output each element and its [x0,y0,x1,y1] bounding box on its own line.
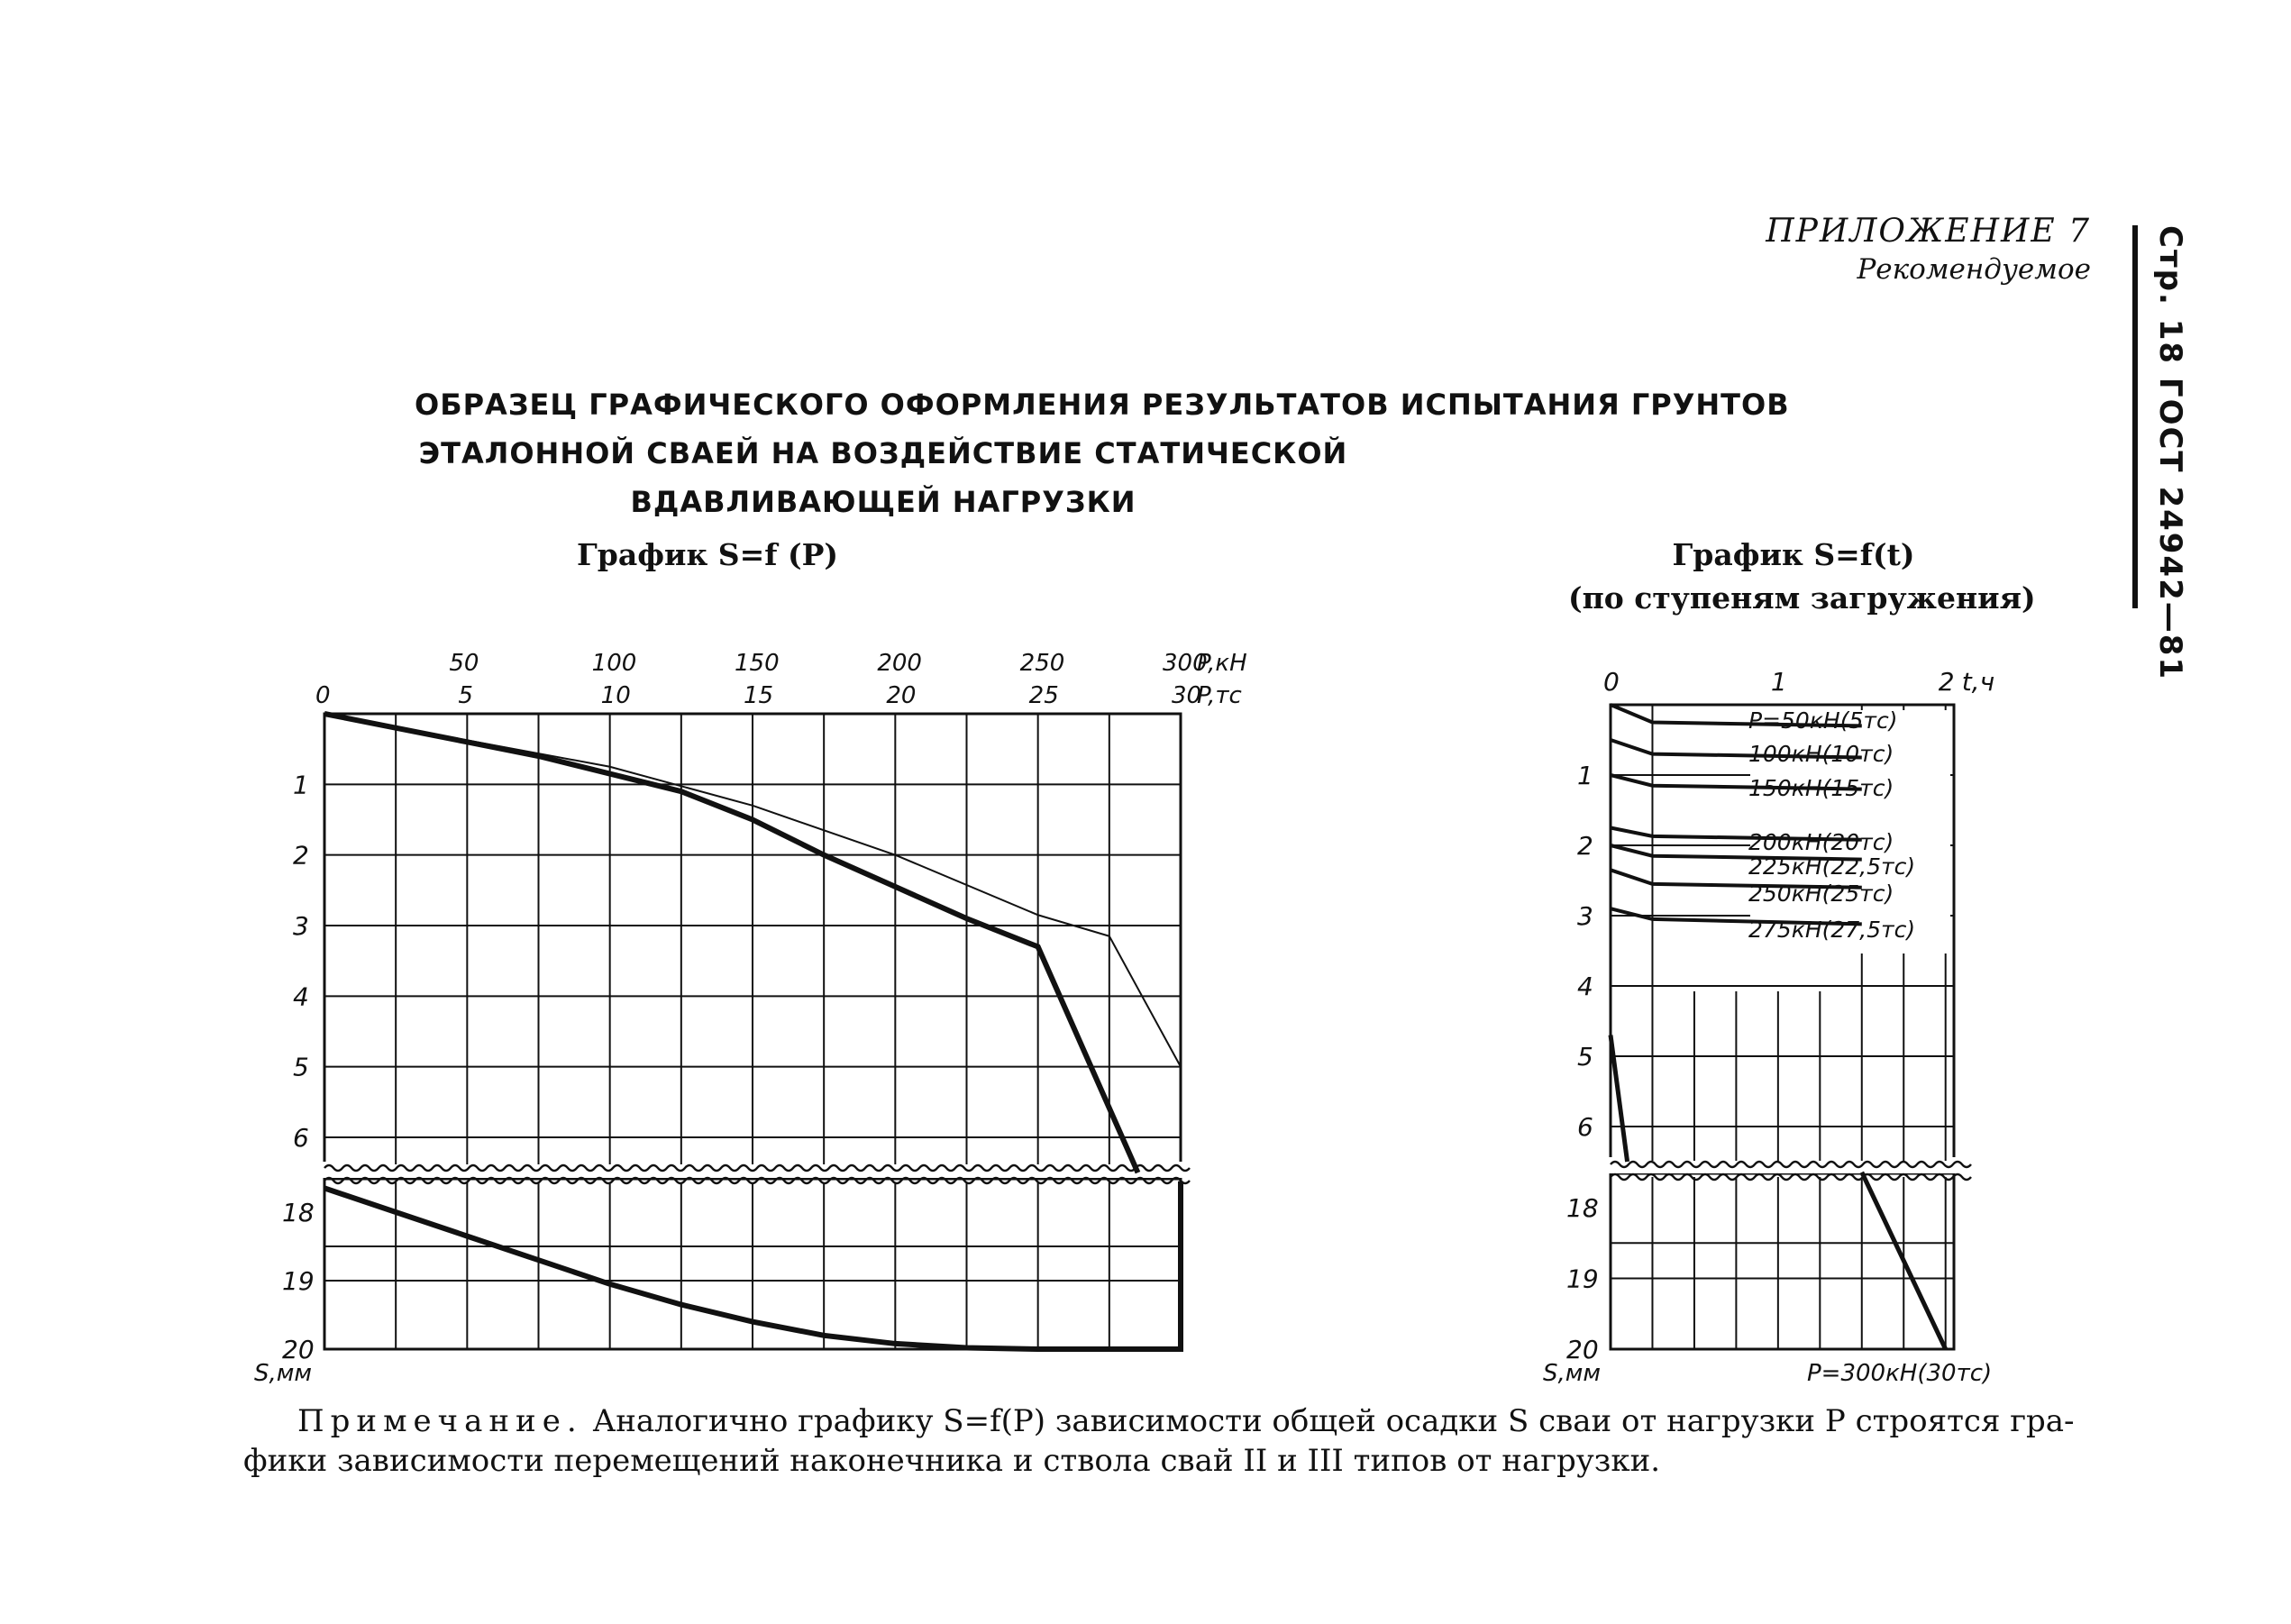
chart2-stage-label: 200кН(20тс) [1748,829,1894,855]
chart1-tick-s: 2 [293,840,309,871]
chart2-stage-label: 225кН(22,5тс) [1748,853,1916,880]
chart1-tick-tc: 25 [1028,682,1059,709]
chart2-tick-t: 0 [1603,667,1620,697]
chart1-tick-tc: 10 [600,682,631,709]
note-text-2: фики зависимости перемещений наконечника и ствола свай II и III типов от нагрузки. [243,1443,1661,1479]
chart2-stage-label: 150кН(15тс) [1748,775,1894,801]
chart1-measured-line [324,714,1138,1172]
chart1-tick-s: 3 [293,911,309,941]
chart1-tick-kN: 250 [1019,650,1065,677]
chart1-x-label-tc: P,тс [1197,682,1242,709]
chart2-tick-s: 18 [1566,1193,1599,1223]
chart1-tick-kN: 100 [591,650,637,677]
chart2-tick-s: 2 [1577,831,1593,861]
chart1-tick-kN: 150 [735,650,780,677]
chart2-x-label: t,ч [1961,667,1995,697]
chart2-stage-label: 250кН(25тс) [1748,880,1894,907]
chart2-final-line-upper [1611,1036,1628,1162]
chart2-stage-label: P=50кН(5тс) [1748,707,1898,734]
appendix-subtitle: Рекомендуемое [1857,253,2091,286]
chart2-tick-s: 6 [1577,1112,1593,1142]
chart1-title: График S=f (P) [577,537,839,572]
footnote [243,1401,2082,1481]
chart1-tick-kN: 300 [1163,650,1208,677]
chart1-tick-tc: 0 [315,682,331,709]
title-line-2: ЭТАЛОННОЙ СВАЕЙ НА ВОЗДЕЙСТВИЕ СТАТИЧЕСКОЙ [418,436,1348,470]
chart2-tick-s: 1 [1577,761,1593,790]
chart1-tick-tc: 5 [458,682,473,709]
chart1-tick-s: 19 [282,1266,315,1296]
chart2-title: График S=f(t) [1672,537,1915,572]
chart1-tick-s: 6 [293,1123,309,1153]
chart1-tick-kN: 200 [877,650,922,677]
chart1-tick-kN: 50 [449,650,479,677]
chart2-tick-s: 19 [1566,1264,1599,1294]
chart2-tick-t: 1 [1770,667,1787,697]
chart2-tick-s: 20 [1566,1335,1599,1364]
title-line-1: ОБРАЗЕЦ ГРАФИЧЕСКОГО ОФОРМЛЕНИЯ РЕЗУЛЬТАТОВ ИСПЫТАНИЯ ГРУНТОВ [415,388,1790,422]
chart2-tick-s: 4 [1577,972,1593,1001]
chart1-tick-tc: 30 [1172,682,1202,709]
chart1-tick-s: 4 [293,981,309,1012]
title-line-3: ВДАВЛИВАЮЩЕЙ НАГРУЗКИ [630,485,1136,519]
chart1-tick-s: 20 [282,1335,315,1364]
chart1-tick-tc: 20 [886,682,917,709]
sidebar-page-ref: Стр. 18 ГОСТ 24942—81 [2152,225,2188,681]
note-text-1: Аналогично графику S=f(P) зависимости общей осадки S сваи от нагрузки P строятся гра- [582,1403,2075,1439]
chart1-tick-s: 5 [293,1052,309,1082]
chart2-tick-s: 5 [1577,1042,1593,1072]
chart1-y-label: S,мм [254,1360,312,1387]
chart2-stage-label: 100кН(10тс) [1748,741,1894,767]
note-label: Примечание. [297,1403,583,1439]
chart1-x-label-kN: P,кН [1197,650,1247,677]
chart2-y-label: S,мм [1543,1360,1601,1387]
chart2-subtitle: (по ступеням загружения) [1568,580,2036,616]
chart2-stage-label: 275кН(27,5тс) [1748,917,1916,943]
chart1-tick-tc: 15 [744,682,774,709]
chart2-tick-t: 2 [1938,667,1955,697]
chart2-tick-s: 3 [1577,901,1593,931]
appendix-title: ПРИЛОЖЕНИЕ 7 [1766,213,2091,250]
chart1-tick-s: 1 [293,770,309,800]
chart1-tick-s: 18 [282,1198,315,1227]
chart2-final-label: P=300кН(30тс) [1807,1360,1993,1387]
chart2-break-wave-bottom [1611,1174,1971,1180]
